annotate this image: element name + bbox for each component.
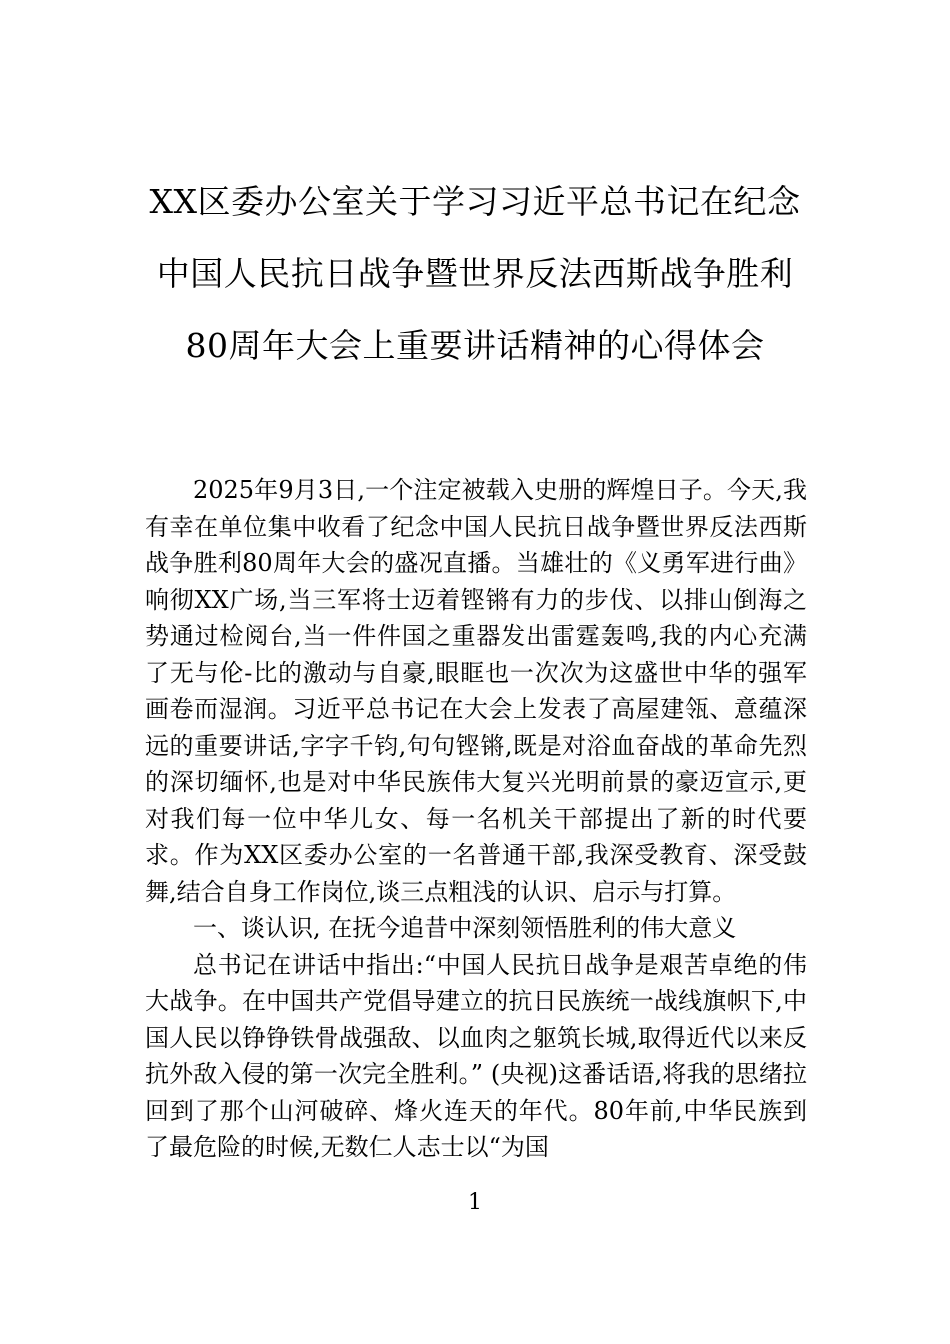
section-heading-1: 一、谈认识, 在抚今追昔中深刻领悟胜利的伟大意义 [193,914,737,942]
document-title: XX区委办公室关于学习习近平总书记在纪念中国人民抗日战争暨世界反法西斯战争胜利80周年大会上重要讲话精神的心得体会 [149,182,801,365]
document-body [145,472,807,1166]
paragraph-intro: 2025年9月3日,一个注定被载入史册的辉煌日子。今天,我有幸在单位集中收看了纪念中国人民抗日战争暨世界反法西斯战争胜利80周年大会的盛况直播。当雄壮的《义勇军进行曲》响彻XX广场,当三军将士迈着铿锵有力的步伐、以排山倒海之势通过检阅台,当一件件国之重器发出雷霆轰鸣,我的内心充满了无与伦-比的激动与自豪,眼眶也一次次为这盛世中华的强军画卷而湿润。习近平总书记在大会上发表了高屋建瓴、意蕴深远的重要讲话,字字千钧,句句铿锵,既是对浴血奋战的革命先烈的深切缅怀,也是对中华民族伟大复兴光明前景的豪迈宣示,更对我们每一位中华儿女、每一名机关干部提出了新的时代要求。作为XX区委办公室的一名普通干部,我深受教育、深受鼓舞,结合自身工作岗位,谈三点粗浅的认识、启示与打算。 [145,476,807,906]
page-number: 1 [468,1190,482,1215]
paragraph-quote: 总书记在讲话中指出:“中国人民抗日战争是艰苦卓绝的伟大战争。在中国共产党倡导建立的抗日民族统一战线旗帜下,中国人民以铮铮铁骨战强敌、以血肉之躯筑长城,取得近代以来反抗外敌入侵的第一次完全胜利。” (央视)这番话语,将我的思绪拉回到了那个山河破碎、烽火连天的年代。80年前,中华民族到了最危险的时候,无数仁人志士以“为国 [145,950,807,1161]
